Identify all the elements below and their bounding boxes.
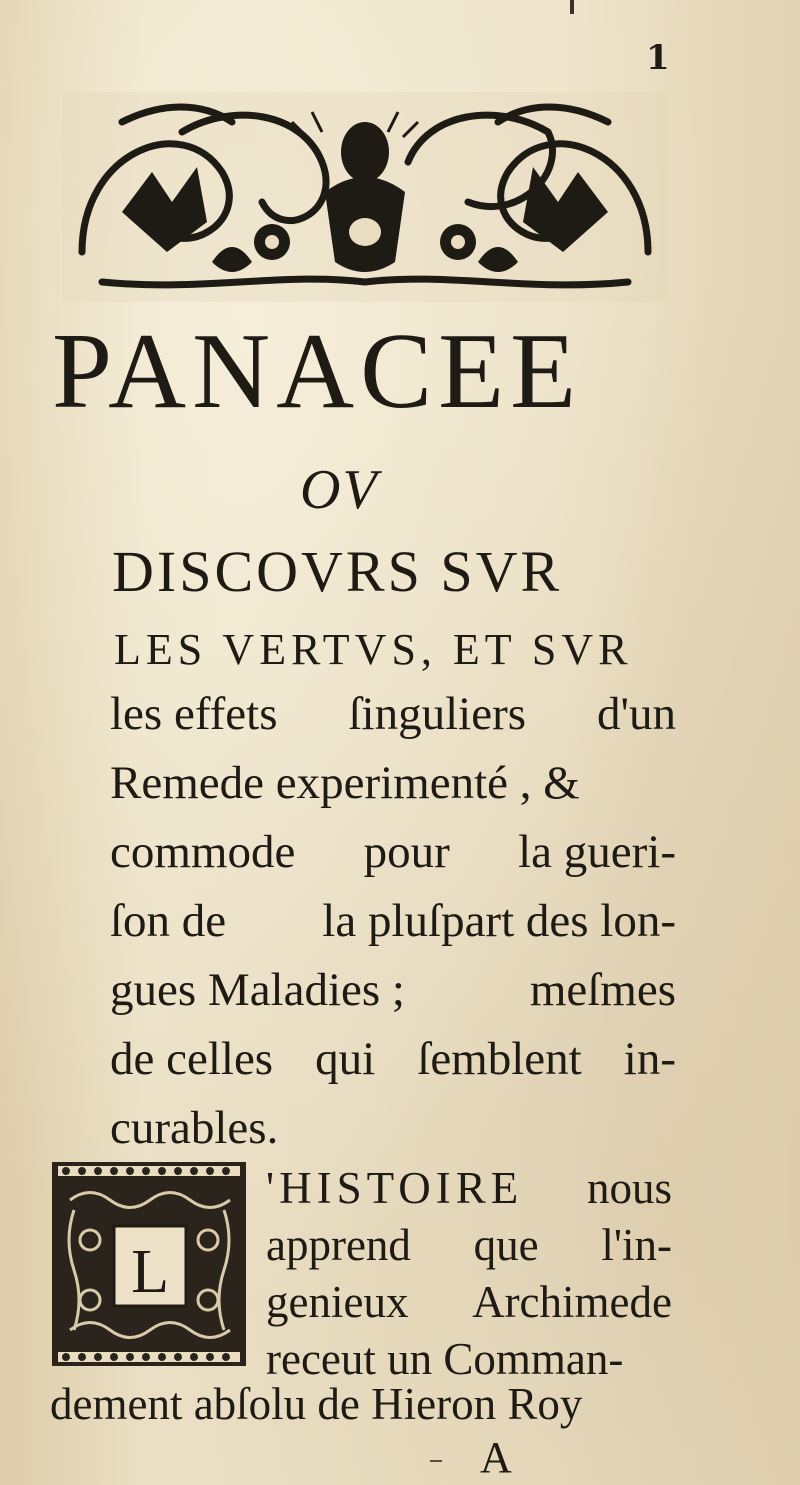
ink-mark (570, 0, 574, 14)
decorated-initial (50, 1160, 248, 1368)
text-line: curables. (110, 1102, 279, 1154)
subtitle-line-2: LES VERTVS, ET SVR (114, 625, 633, 674)
text-line: genieux Archimede (266, 1277, 672, 1327)
text-line: 'HISTOIRE nous (266, 1163, 672, 1213)
title-body (110, 680, 676, 1163)
ornamental-headpiece (62, 92, 668, 302)
text-line: de celles qui ſemblent in- (110, 1033, 676, 1085)
title: PANACEE (52, 312, 583, 431)
signature-mark: A (480, 1433, 512, 1482)
text-line: Remede experimenté , & (110, 757, 580, 809)
margin-mark (430, 1460, 442, 1462)
text-line: apprend que l'in- (266, 1220, 672, 1270)
opening-paragraph (266, 1160, 672, 1388)
page-number: 1 (646, 38, 670, 78)
subtitle-ou: OV (300, 459, 379, 521)
text-line: commode pour la gueri- (110, 826, 676, 878)
text-line: receut un Comman- (266, 1334, 624, 1384)
text-line: les effets ſinguliers d'un (110, 688, 676, 740)
text-line: ſon de la pluſpart des lon- (110, 895, 676, 947)
initial-letter: L (131, 1238, 169, 1306)
subtitle-line-1: DISCOVRS SVR (112, 539, 563, 604)
paragraph-last-line: dement abſolu de Hieron Roy (50, 1379, 583, 1429)
text-line: gues Maladies ; meſmes (110, 964, 676, 1016)
